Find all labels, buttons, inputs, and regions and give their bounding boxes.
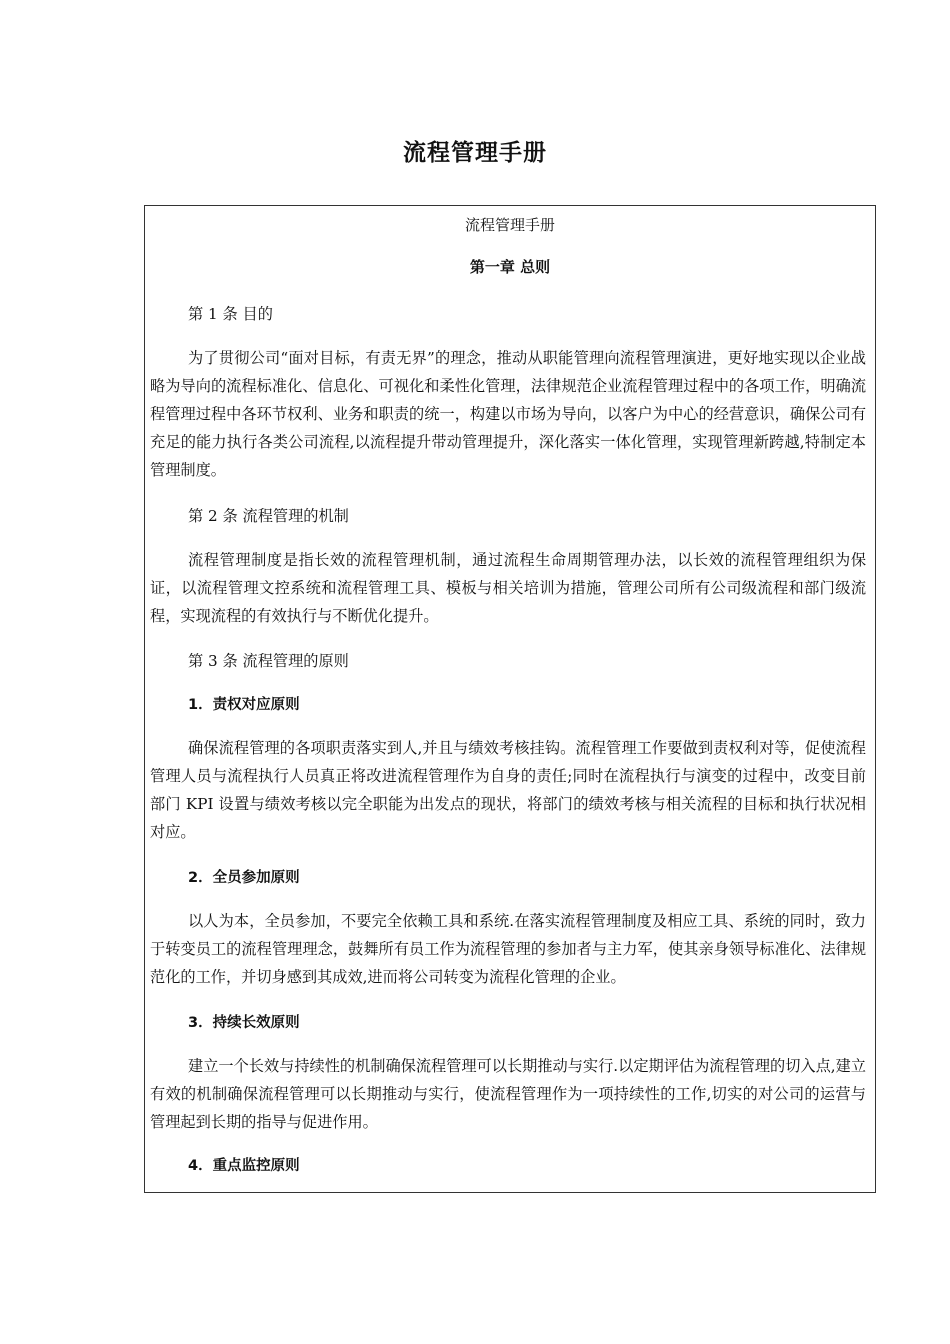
principle-4-heading: 4．重点监控原则	[188, 1158, 300, 1174]
chapter-heading: 第一章 总则	[469, 258, 551, 276]
principle-2-heading: 2．全员参加原则	[188, 870, 300, 886]
principle-2-paragraph: 以人为本，全员参加，不要完全依赖工具和系统.在落实流程管理制度及相应工具、系统的同时，致力于转变员工的流程管理理念，鼓舞所有员工作为流程管理的参加者与主力军，使其亲身领导标准化、法律规范化的工作，并切身感到其成效,进而将公司转变为流程化管理的企业。	[150, 912, 866, 986]
principle-1-paragraph: 确保流程管理的各项职责落实到人,并且与绩效考核挂钩。流程管理工作要做到责权利对等，促使流程管理人员与流程执行人员真正将改进流程管理作为自身的责任;同时在流程执行与演变的过程中，改变目前部门 KPI 设置与绩效考核以完全职能为出发点的现状，将部门的绩效考核与相关流程的目标和执行状况相对应。	[150, 739, 866, 841]
article-1-heading: 第 1 条 目的	[188, 305, 273, 323]
article-3-heading: 第 3 条 流程管理的原则	[188, 652, 349, 670]
article-2-paragraph: 流程管理制度是指长效的流程管理机制，通过流程生命周期管理办法，以长效的流程管理组织为保证，以流程管理文控系统和流程管理工具、模板与相关培训为措施，管理公司所有公司级流程和部门级流程，实现流程的有效执行与不断优化提升。	[150, 551, 866, 625]
article-1-paragraph: 为了贯彻公司“面对目标，有责无界”的理念，推动从职能管理向流程管理演进，更好地实现以企业战略为导向的流程标准化、信息化、可视化和柔性化管理，法律规范企业流程管理过程中的各项工作，明确流程管理过程中各环节权利、业务和职责的统一，构建以市场为导向，以客户为中心的经营意识，确保公司有充足的能力执行各类公司流程,以流程提升带动管理提升，深化落实一体化管理，实现管理新跨越,特制定本管理制度。	[150, 349, 866, 479]
article-2-heading: 第 2 条 流程管理的机制	[188, 507, 349, 525]
inner-title: 流程管理手册	[464, 216, 555, 234]
principle-3-paragraph: 建立一个长效与持续性的机制确保流程管理可以长期推动与实行.以定期评估为流程管理的切入点,建立有效的机制确保流程管理可以长期推动与实行，使流程管理作为一项持续性的工作,切实的对公司的运营与管理起到长期的指导与促进作用。	[150, 1057, 866, 1131]
document-title: 流程管理手册	[403, 140, 547, 166]
principle-1-heading: 1．责权对应原则	[188, 697, 300, 713]
principle-3-heading: 3．持续长效原则	[188, 1015, 300, 1031]
content-frame	[144, 205, 876, 1193]
